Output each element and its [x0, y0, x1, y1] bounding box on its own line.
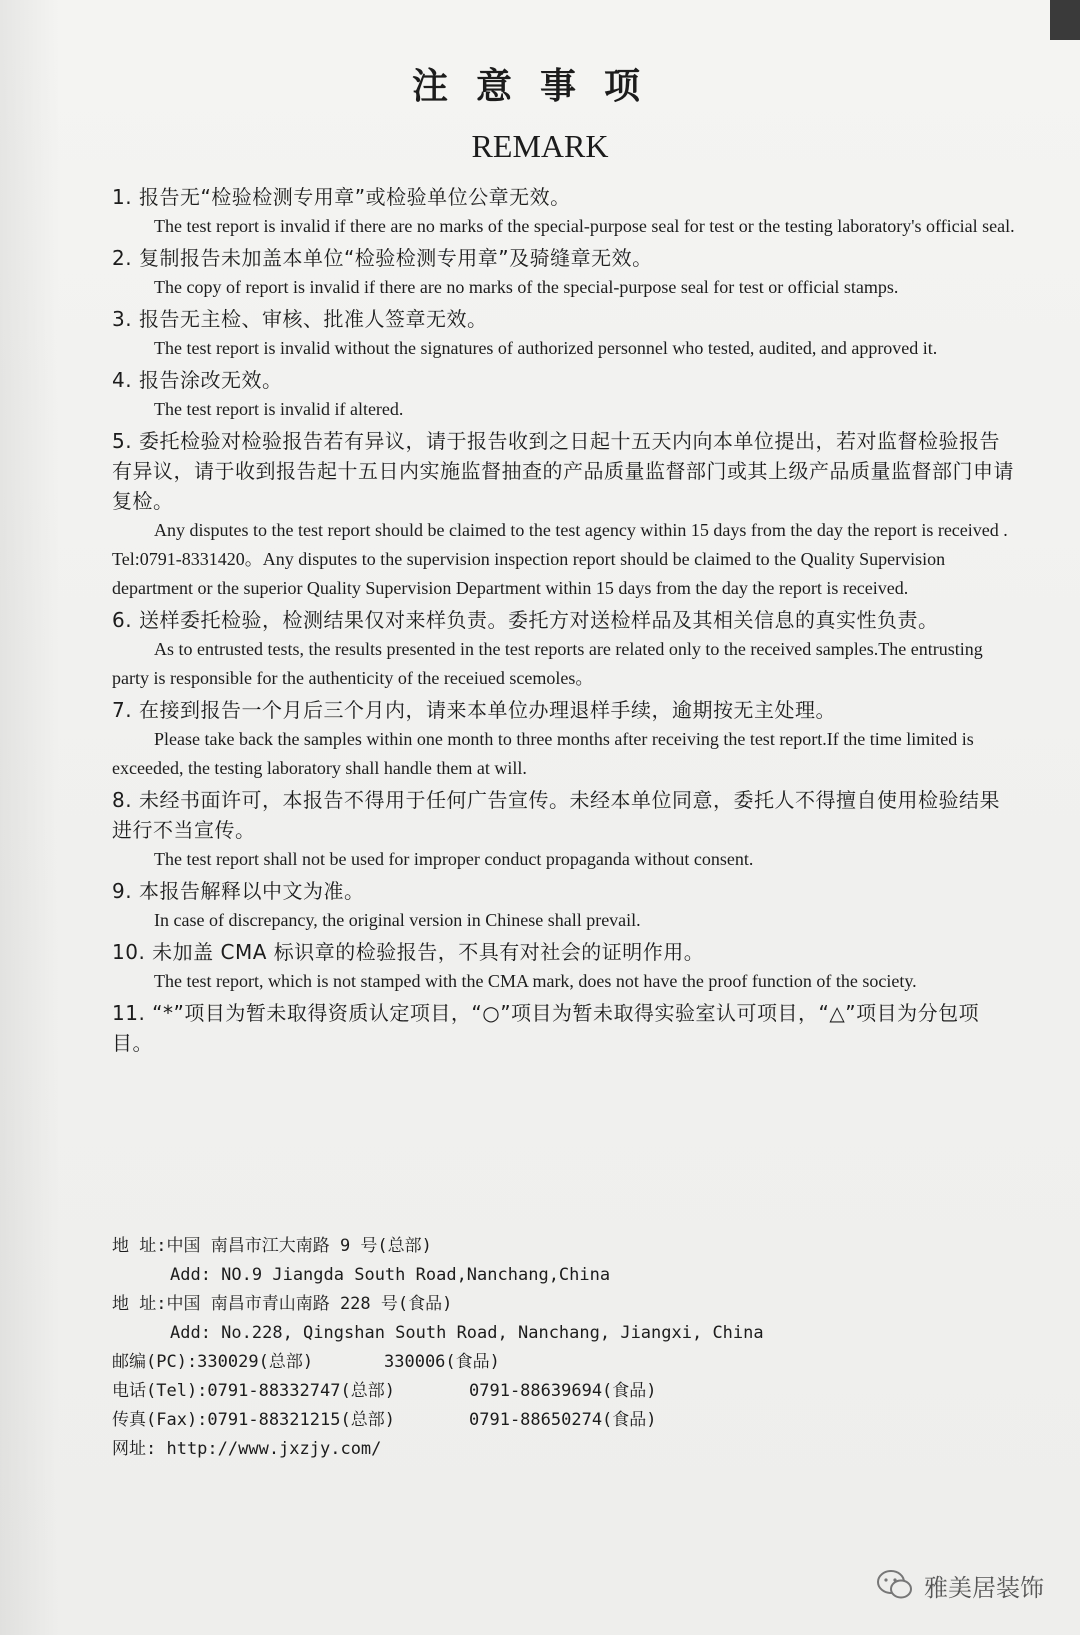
wechat-icon: [876, 1568, 914, 1602]
remark-item: [112, 365, 1017, 424]
tel-food: 0791-88639694(食品): [469, 1381, 657, 1401]
background-corner: [1050, 0, 1080, 40]
remark-text-cn: 8. 未经书面许可，本报告不得用于任何广告宣传。未经本单位同意，委托人不得擅自使用检验结果进行不当宣传。: [112, 788, 1000, 842]
remark-item: [112, 304, 1017, 363]
remark-text-cn: 1. 报告无“检验检测专用章”或检验单位公章无效。: [112, 185, 571, 209]
title-english: REMARK: [471, 128, 609, 164]
remark-text-en: Please take back the samples within one month to three months after receiving the test report.If the time limited is exceeded, the testing laboratory shall handle them at will.: [112, 729, 974, 778]
remark-item: [112, 243, 1017, 302]
remark-text-en: The test report, which is not stamped with the CMA mark, does not have the proof function of the society.: [154, 971, 917, 991]
remark-item: [112, 182, 1017, 241]
remark-text-en: Any disputes to the test report should be claimed to the test agency within 15 days from the day the report is received . Tel:0791-8331420。Any disputes to the supervision inspection report should be claimed to the Quality Supervision department or the superior Quality Supervision Department within 15 days from the day the report is received.: [112, 520, 1008, 598]
contact-block: [112, 1232, 872, 1464]
tel-hq: 电话(Tel):0791-88332747(总部): [112, 1381, 395, 1401]
remark-item: [112, 876, 1017, 935]
fax-food: 0791-88650274(食品): [469, 1410, 657, 1430]
remark-text-cn: 9. 本报告解释以中文为准。: [112, 879, 365, 903]
remark-item: [112, 426, 1017, 603]
remark-text-cn: 6. 送样委托检验，检测结果仅对来样负责。委托方对送检样品及其相关信息的真实性负责。: [112, 608, 939, 632]
remark-text-cn: 11. “*”项目为暂未取得资质认定项目，“○”项目为暂未取得实验室认可项目，“△”项目为分包项目。: [112, 1001, 980, 1055]
remark-text-en: The test report shall not be used for improper conduct propaganda without consent.: [154, 849, 754, 869]
remark-item: [112, 695, 1017, 783]
remark-item: [112, 937, 1017, 996]
remark-text-en: The test report is invalid without the signatures of authorized personnel who tested, audited, and approved it.: [154, 338, 938, 358]
website-row: 网址: http://www.jxzjy.com/: [112, 1439, 382, 1459]
fax-row: [112, 1406, 872, 1435]
postcode-row: [112, 1348, 872, 1377]
remark-text-en: The test report is invalid if there are no marks of the special-purpose seal for test or the testing laboratory's official seal.: [154, 216, 1015, 236]
remark-list: [112, 182, 1017, 1058]
fax-hq: 传真(Fax):0791-88321215(总部): [112, 1410, 395, 1430]
wechat-watermark: [876, 1565, 1044, 1605]
remark-text-en: In case of discrepancy, the original version in Chinese shall prevail.: [154, 910, 641, 930]
address-food-en: Add: No.228, Qingshan South Road, Nanchang, Jiangxi, China: [170, 1323, 764, 1343]
remark-text-en: The copy of report is invalid if there are no marks of the special-purpose seal for test or official stamps.: [154, 277, 899, 297]
address-hq-en: Add: NO.9 Jiangda South Road,Nanchang,China: [170, 1265, 611, 1285]
remark-text-cn: 5. 委托检验对检验报告若有异议，请于报告收到之日起十五天内向本单位提出，若对监督检验报告有异议，请于收到报告起十五日内实施监督抽查的产品质量监督部门或其上级产品质量监督部门申请复检。: [112, 429, 1014, 513]
remark-item: [112, 998, 1017, 1058]
remark-text-cn: 7. 在接到报告一个月后三个月内，请来本单位办理退样手续，逾期按无主处理。: [112, 698, 836, 722]
address-hq: 地 址:中国 南昌市江大南路 9 号(总部): [112, 1236, 432, 1256]
page-edge-shadow: [0, 0, 60, 1635]
remark-text-en: The test report is invalid if altered.: [154, 399, 404, 419]
tel-row: [112, 1377, 872, 1406]
postcode-food: 330006(食品): [384, 1352, 500, 1372]
watermark-text: 雅美居装饰: [924, 1573, 1044, 1602]
title-chinese: 注意事项: [411, 66, 668, 107]
remark-item: [112, 785, 1017, 874]
remark-text-cn: 3. 报告无主检、审核、批准人签章无效。: [112, 307, 488, 331]
remark-text-cn: 4. 报告涂改无效。: [112, 368, 283, 392]
remark-text-cn: 10. 未加盖 CMA 标识章的检验报告，不具有对社会的证明作用。: [112, 940, 705, 964]
remark-text-en: As to entrusted tests, the results presented in the test reports are related only to the received samples.The entrusting party is responsible for the authenticity of the receiued scemoles。: [112, 639, 983, 688]
postcode-hq: 邮编(PC):330029(总部): [112, 1352, 314, 1372]
address-food: 地 址:中国 南昌市青山南路 228 号(食品): [112, 1294, 453, 1314]
remark-text-cn: 2. 复制报告未加盖本单位“检验检测专用章”及骑缝章无效。: [112, 246, 653, 270]
remark-item: [112, 605, 1017, 693]
